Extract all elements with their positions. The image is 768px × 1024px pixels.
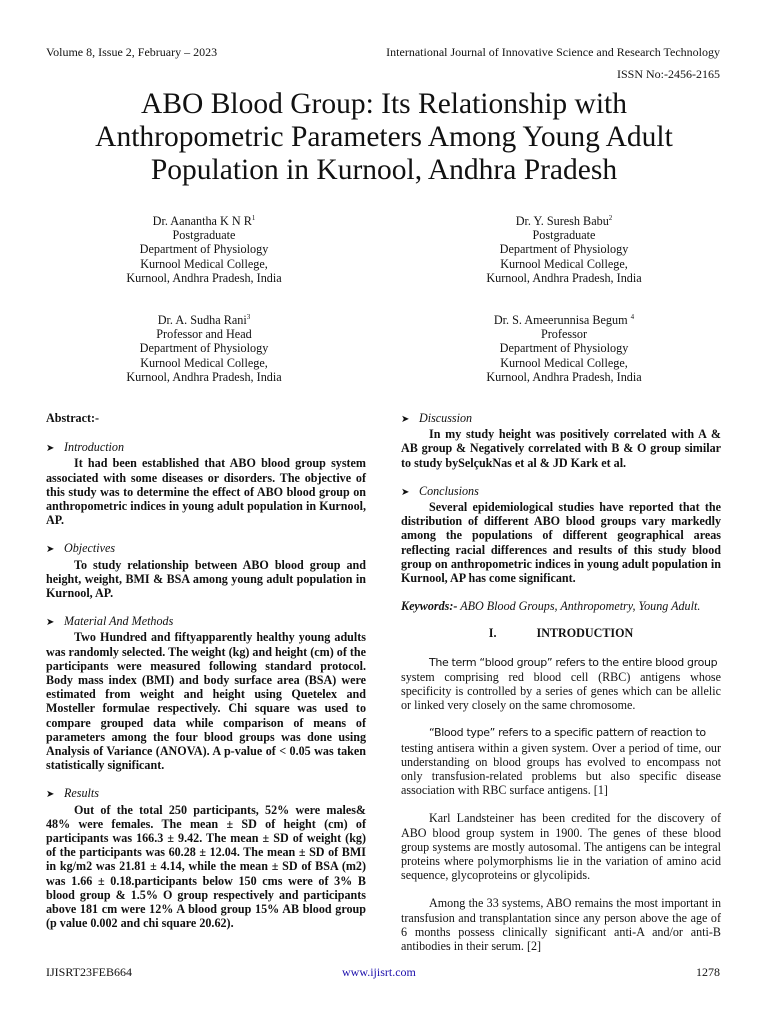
methods-text: Two Hundred and fiftyapparently healthy young adults was randomly selected. The weight (kg) and height (cm) of the participants were measured following standard protocol. Body mass index (BMI) and body surface area (BSA) were estimated from weight and height using Quetelex and Mosteller formulae respectively. Chi square was used to compare grouped data while comparison of means of parameters among the four blood groups was done using Analysis of Variance (ANOVA). A p-value of < 0.05 was taken statistically significant. bbox=[46, 630, 366, 773]
author-place: Kurnool, Andhra Pradesh, India bbox=[486, 270, 642, 285]
author-block-3 bbox=[54, 313, 354, 384]
author-college: Kurnool Medical College, bbox=[500, 256, 628, 271]
author-name: Dr. Aanantha K N R bbox=[152, 214, 252, 228]
issn: ISSN No:-2456-2165 bbox=[616, 67, 720, 81]
section-title: INTRODUCTION bbox=[536, 626, 634, 641]
objectives-text: To study relationship between ABO blood group and height, weight, BMI & BSA among young adult population in Kurnool, AP. bbox=[46, 557, 366, 601]
author-sup: 4 bbox=[630, 312, 635, 321]
author-place: Kurnool, Andhra Pradesh, India bbox=[126, 270, 282, 285]
abstract-label: Abstract:- bbox=[46, 411, 100, 425]
arrow-bullet-icon: ➤ bbox=[401, 414, 410, 425]
author-sup: 3 bbox=[246, 312, 251, 321]
volume-issue: Volume 8, Issue 2, February – 2023 bbox=[46, 45, 218, 59]
results-text: Out of the total 250 participants, 52% were males& 48% were females. The mean ± SD of height (cm) of participants was 166.3 ± 9.42. The mean ± SD of weight (kg) of the participants was 60.28 ± 12.04. The mean ± SD of BMI in kg/m2 was 21.81 ± 4.14, while the mean ± SD of BSA (m2) was 1.66 ± 0.18.participants below 150 cms were of 3% B blood group & 1.5% O group respectively and participants above 181 cm were 12% A blood group 15% AB blood group (p value 0.002 and chi square 20.62). bbox=[46, 802, 366, 931]
arrow-bullet-icon: ➤ bbox=[401, 486, 410, 498]
arrow-bullet-icon: ➤ bbox=[46, 617, 55, 629]
author-name: Dr. A. Sudha Rani bbox=[157, 313, 247, 327]
section-heading-introduction bbox=[401, 626, 721, 640]
author-name: Dr. S. Ameerunnisa Begum bbox=[493, 313, 631, 327]
author-dept: Department of Physiology bbox=[139, 341, 269, 356]
journal-name: International Journal of Innovative Science and Research Technology bbox=[386, 45, 720, 59]
results-heading: ➤ Results bbox=[46, 786, 366, 802]
author-block-1 bbox=[54, 214, 354, 285]
discussion-text: In my study height was positively correlated with A & AB group & Negatively correlated with B & O group similar to study bySelçukNas et al & JD Kark et al. bbox=[401, 427, 721, 470]
arrow-bullet-icon: ➤ bbox=[46, 443, 55, 455]
conclusions-heading: ➤ Conclusions bbox=[401, 484, 721, 500]
intro-paragraph-2 bbox=[401, 726, 721, 797]
author-place: Kurnool, Andhra Pradesh, India bbox=[126, 369, 282, 384]
author-dept: Department of Physiology bbox=[499, 341, 629, 356]
footer-code: IJISRT23FEB664 bbox=[46, 965, 132, 979]
author-role: Professor and Head bbox=[156, 327, 252, 342]
keywords-label: Keywords:- bbox=[401, 599, 458, 614]
author-college: Kurnool Medical College, bbox=[500, 355, 628, 370]
title-line: ABO Blood Group: Its Relationship with bbox=[141, 88, 627, 120]
introduction-heading: ➤ Introduction bbox=[46, 440, 366, 456]
objectives-heading: ➤ Objectives bbox=[46, 541, 366, 557]
title-line: Anthropometric Parameters Among Young Adult bbox=[95, 121, 673, 153]
author-block-4 bbox=[414, 313, 714, 384]
paper-title bbox=[40, 88, 728, 187]
author-sup: 2 bbox=[608, 213, 613, 222]
footer-url-link[interactable]: www.ijisrt.com bbox=[342, 965, 416, 979]
intro-paragraph-1 bbox=[401, 656, 721, 713]
left-column bbox=[46, 411, 366, 931]
right-column bbox=[401, 411, 721, 953]
author-name: Dr. Y. Suresh Babu bbox=[515, 214, 609, 228]
intro-paragraph-3: Karl Landsteiner has been credited for the discovery of ABO blood group system in 1900. The genes of these blood group systems are mostly autosomal. The antigens can be integral proteins where polymorphisms lie in the variation of amino acid sequence, glycoproteins or glycolipids. bbox=[401, 811, 721, 883]
arrow-bullet-icon: ➤ bbox=[46, 544, 55, 556]
para2-rest: testing antisera within a given system. Over a period of time, our understanding on blood groups has evolved to encompass not only transfusion-related problems but also specific disease association with RBC surface antigens. [1] bbox=[401, 740, 721, 798]
author-college: Kurnool Medical College, bbox=[140, 355, 268, 370]
author-dept: Department of Physiology bbox=[139, 242, 269, 257]
author-role: Postgraduate bbox=[532, 228, 596, 243]
arrow-bullet-icon: ➤ bbox=[46, 789, 55, 801]
author-block-2 bbox=[414, 214, 714, 285]
intro-paragraph-4: Among the 33 systems, ABO remains the most important in transfusion and transplantation since any person above the age of 6 months possess clinically significant anti-A and/or anti-B antibodies in their serum. [2] bbox=[401, 896, 721, 954]
para1-rest: system comprising red blood cell (RBC) antigens whose specificity is controlled by a series of genes which can be allelic or linked very closely on the same chromosome. bbox=[401, 669, 721, 713]
conclusions-text: Several epidemiological studies have reported that the distribution of different ABO blood groups vary markedly among the populations of different geographical areas reflecting racial differences and results of this study blood group on anthropometric indices in young adult population in Kurnool, AP has come significant. bbox=[401, 500, 721, 586]
title-line: Population in Kurnool, Andhra Pradesh bbox=[150, 154, 618, 186]
methods-heading: ➤ Material And Methods bbox=[46, 614, 366, 630]
author-place: Kurnool, Andhra Pradesh, India bbox=[486, 369, 642, 384]
author-college: Kurnool Medical College, bbox=[140, 256, 268, 271]
author-role: Postgraduate bbox=[172, 228, 236, 243]
para2-lead: “Blood type” refers to a specific pattern of reaction to bbox=[429, 726, 706, 740]
keywords bbox=[401, 599, 721, 613]
page-number: 1278 bbox=[696, 965, 720, 979]
discussion-heading: ➤ Discussion bbox=[401, 411, 721, 427]
author-dept: Department of Physiology bbox=[499, 242, 629, 257]
keywords-list: ABO Blood Groups, Anthropometry, Young Adult. bbox=[457, 599, 701, 614]
introduction-text: It had been established that ABO blood group system associated with some diseases or disorders. The objective of this study was to determine the effect of ABO blood group on anthropometric indices in young adult population in Kurnool, AP. bbox=[46, 456, 366, 528]
para1-lead: The term “blood group” refers to the entire blood group bbox=[429, 655, 718, 669]
author-role: Professor bbox=[540, 327, 588, 342]
section-number: I. bbox=[488, 626, 497, 641]
author-sup: 1 bbox=[251, 213, 256, 222]
